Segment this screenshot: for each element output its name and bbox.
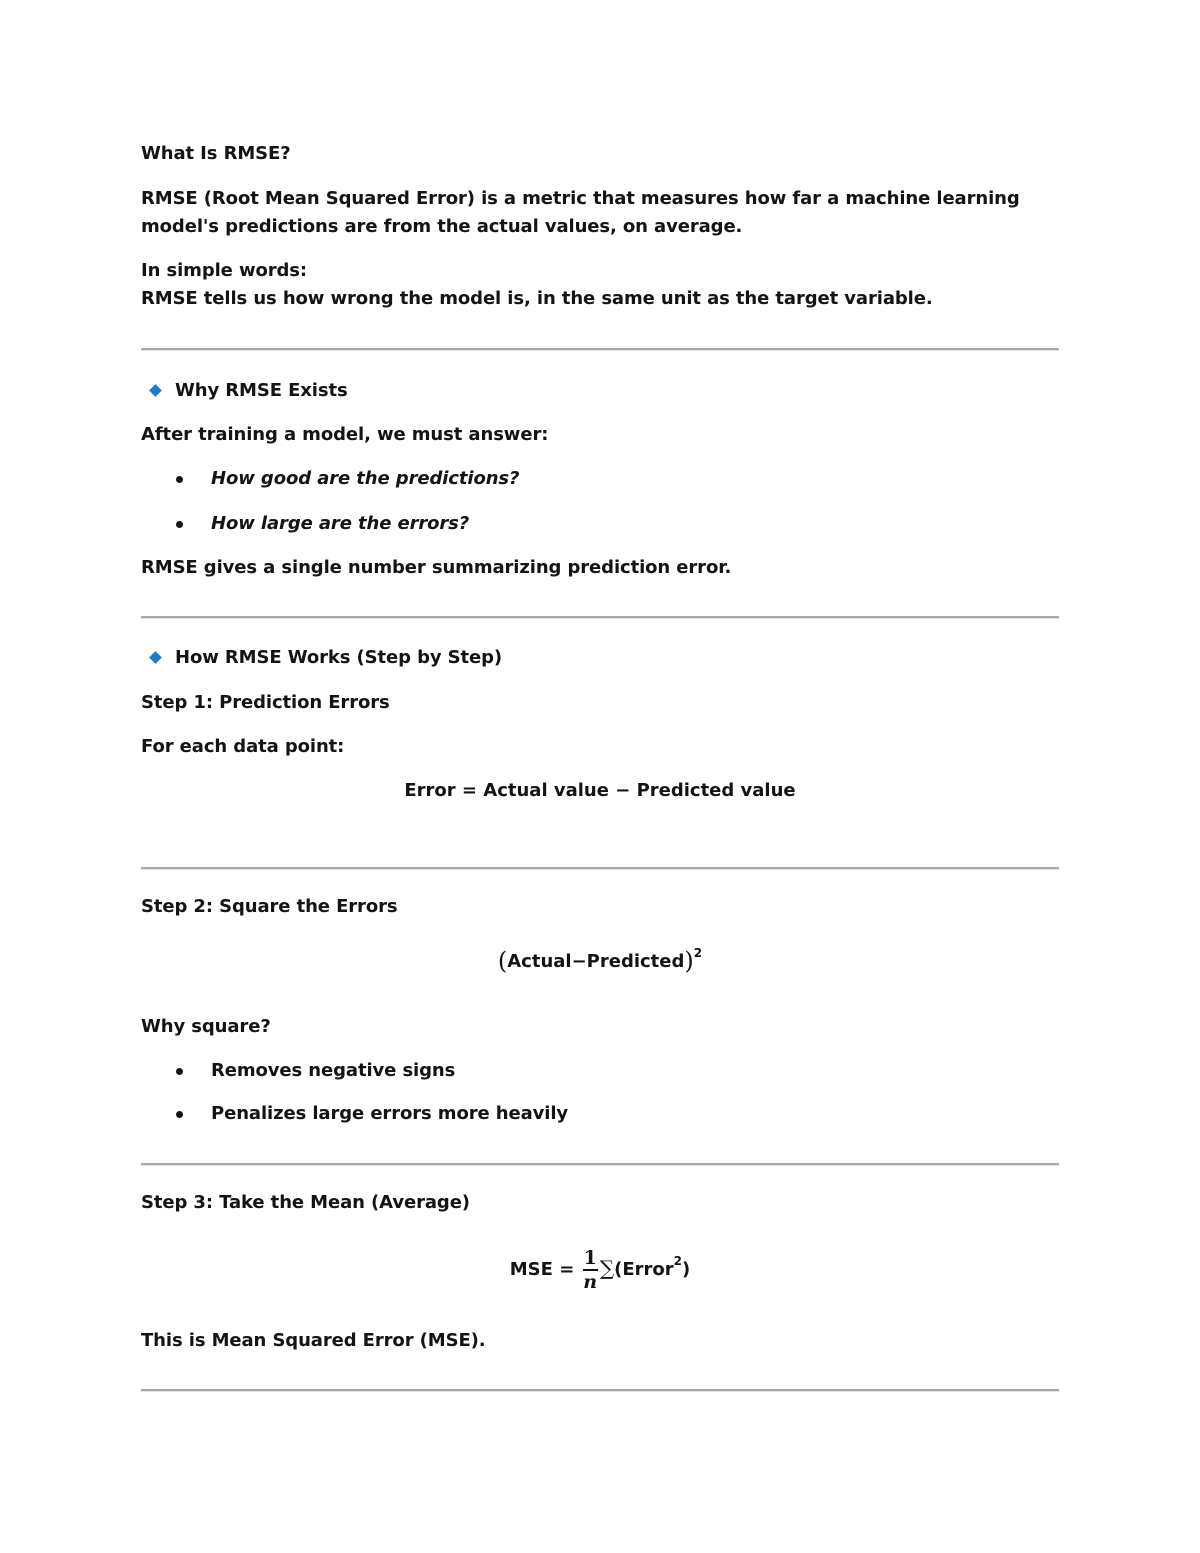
step1-text: For each data point:	[141, 736, 345, 757]
divider-5	[141, 1389, 1059, 1392]
section-heading-why-rmse-exists: Why RMSE Exists	[175, 380, 348, 401]
bullet-icon	[176, 476, 183, 483]
mse-fraction	[583, 1248, 598, 1292]
divider-2	[141, 616, 1059, 619]
formula-exponent: 2	[693, 946, 703, 960]
mse-lhs: MSE =	[509, 1259, 575, 1280]
simple-words-text: RMSE tells us how wrong the model is, in the same unit as the target variable.	[141, 288, 933, 309]
definition-line-1: RMSE (Root Mean Squared Error) is a metric that measures how far a machine learning	[141, 188, 1020, 209]
definition-line-2: model's predictions are from the actual values, on average.	[141, 216, 743, 237]
question-list-item: How large are the errors?	[211, 513, 470, 534]
bullet-icon	[176, 1111, 183, 1118]
mse-argument-close: )	[681, 1259, 691, 1280]
step2-title: Step 2: Square the Errors	[141, 896, 398, 917]
reason-list-item: Removes negative signs	[211, 1060, 456, 1081]
formula-inner: Actual−Predicted	[507, 951, 685, 972]
bullet-icon	[176, 1068, 183, 1075]
fraction-denominator: n	[583, 1271, 598, 1293]
step3-title: Step 3: Take the Mean (Average)	[141, 1192, 470, 1213]
simple-words-label: In simple words:	[141, 260, 308, 281]
why-intro-text: After training a model, we must answer:	[141, 424, 549, 445]
step1-title: Step 1: Prediction Errors	[141, 692, 390, 713]
formula-close-paren: )	[684, 947, 694, 975]
reason-list-item: Penalizes large errors more heavily	[211, 1103, 569, 1124]
why-square-label: Why square?	[141, 1016, 271, 1037]
diamond-bullet-icon	[149, 651, 162, 664]
diamond-bullet-icon	[149, 384, 162, 397]
mse-argument: (Error	[614, 1259, 674, 1280]
mse-formula	[0, 1236, 1200, 1293]
divider-3	[141, 867, 1059, 870]
divider-1	[141, 348, 1059, 351]
why-summary-text: RMSE gives a single number summarizing prediction error.	[141, 557, 732, 578]
question-list-item: How good are the predictions?	[211, 468, 520, 489]
error-formula: Error = Actual value − Predicted value	[404, 780, 796, 801]
mse-argument-exponent: 2	[673, 1254, 682, 1268]
bullet-icon	[176, 521, 183, 528]
fraction-numerator: 1	[583, 1247, 597, 1269]
mse-note: This is Mean Squared Error (MSE).	[141, 1330, 486, 1351]
section-heading-how-rmse-works: How RMSE Works (Step by Step)	[175, 647, 503, 668]
squared-error-formula	[0, 939, 1200, 976]
divider-4	[141, 1163, 1059, 1166]
section-title-what-is-rmse: What Is RMSE?	[141, 143, 291, 164]
sigma-symbol: ∑	[599, 1256, 615, 1280]
formula-open-paren: (	[497, 947, 508, 975]
